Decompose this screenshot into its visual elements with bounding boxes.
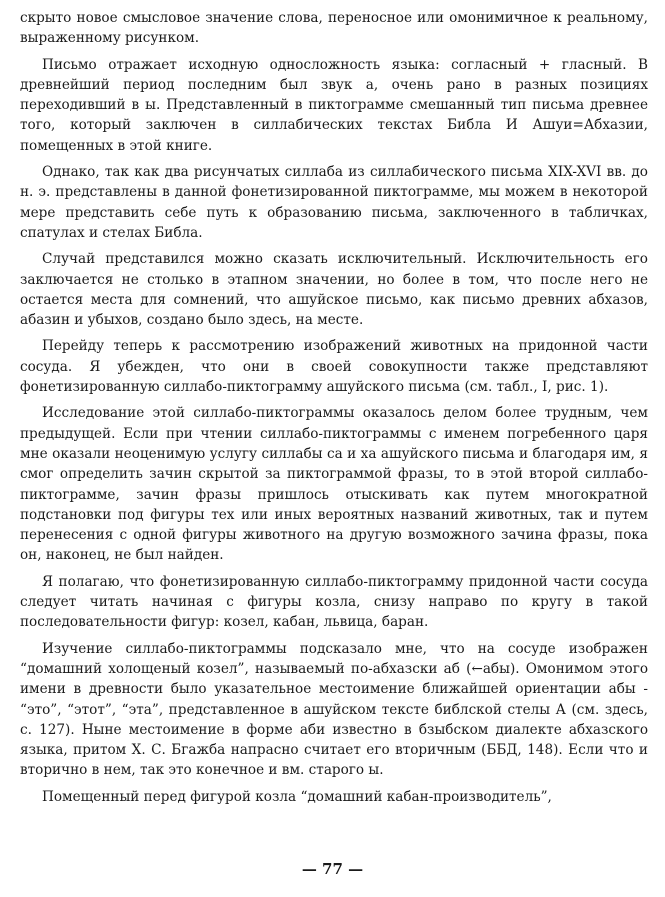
paragraph-3: Однако, так как два рисунчатых силлаба из силлабического письма XIX-XVI вв. до н. э. представлены в данной фонетизированной пиктограмме, мы можем в некоторой мере представить себе путь к образованию письма, заключенного в табличках, спатулах и стелах Библа. — [20, 164, 648, 241]
paragraph-7: Я полагаю, что фонетизированную силлабо-пиктограмму придонной части сосуда следует читать начиная с фигуры козла, снизу направо по кругу в такой последовательности фигур: козел, кабан, львица, баран. — [20, 573, 648, 631]
paragraph-4: Случай представился можно сказать исключительный. Исключительность его заключается не столько в этапном значении, но более в том, что после него не остается места для сомнений, что ашуйское письмо, как письмо древних абхазов, абазин и убыхов, создано было здесь, на месте. — [20, 251, 648, 329]
paragraph-2: Письмо отражает исходную односложность языка: согласный + гласный. В древнейший период последним был звук а, очень рано в разных позициях переходивший в ы. Представленный в пиктограмме смешанный тип письма древнее того, который заключен в силлабических текстах Библа И Ашуи=Абхазии, помещенных в этой книге. — [20, 56, 648, 154]
paragraph-8: Изучение силлабо-пиктограммы подсказало мне, что на сосуде изображен “домашний холощеный козел”, называемый по-абхазски аб (←абы). Омонимом этого имени в древности было указательное местоимение ближайшей ориентации абы - “это”, “этот”, “эта”, представленное в ашуйском тексте библской стелы А (см. здесь, с. 127). Ныне местоимение в форме аби известно в бзыбском диалекте абхазского языка, притом Х. С. Бгажба напрасно считает его вторичным (ББД, 148). Если что и вторично в нем, так это конечное и вм. старого ы. — [20, 640, 648, 779]
page-body — [20, 8, 648, 813]
paragraph-9: Помещенный перед фигурой козла “домашний кабан-производитель”, — [42, 788, 552, 805]
paragraph-1: скрыто новое смысловое значение слова, переносное или омонимичное к реальному, выраженному рисунком. — [20, 10, 648, 47]
paragraph-5: Перейду теперь к рассмотрению изображений животных на придонной части сосуда. Я убежден, что они в своей совокупности также представляют фонетизированную силлабо-пиктограмму ашуйского письма (см. табл., I, рис. 1). — [20, 338, 648, 396]
paragraph-6: Исследование этой силлабо-пиктограммы оказалось делом более трудным, чем предыдущей. Если при чтении силлабо-пиктограммы с именем погребенного царя мне оказали неоценимую услугу силлабы са и ха ашуйского письма и благодаря им, я смог определить зачин скрытой за пиктограммой фразы, то в этой второй силлабо-пиктограмме, зачин фразы пришлось отыскивать как путем многократной подстановки под фигуры тех или иных вероятных названий животных, так и путем перенесения с одной фигуры животного на другую возможного зачина фразы, пока он, наконец, не был найден. — [20, 405, 648, 564]
page-number: — 77 — — [301, 860, 364, 878]
